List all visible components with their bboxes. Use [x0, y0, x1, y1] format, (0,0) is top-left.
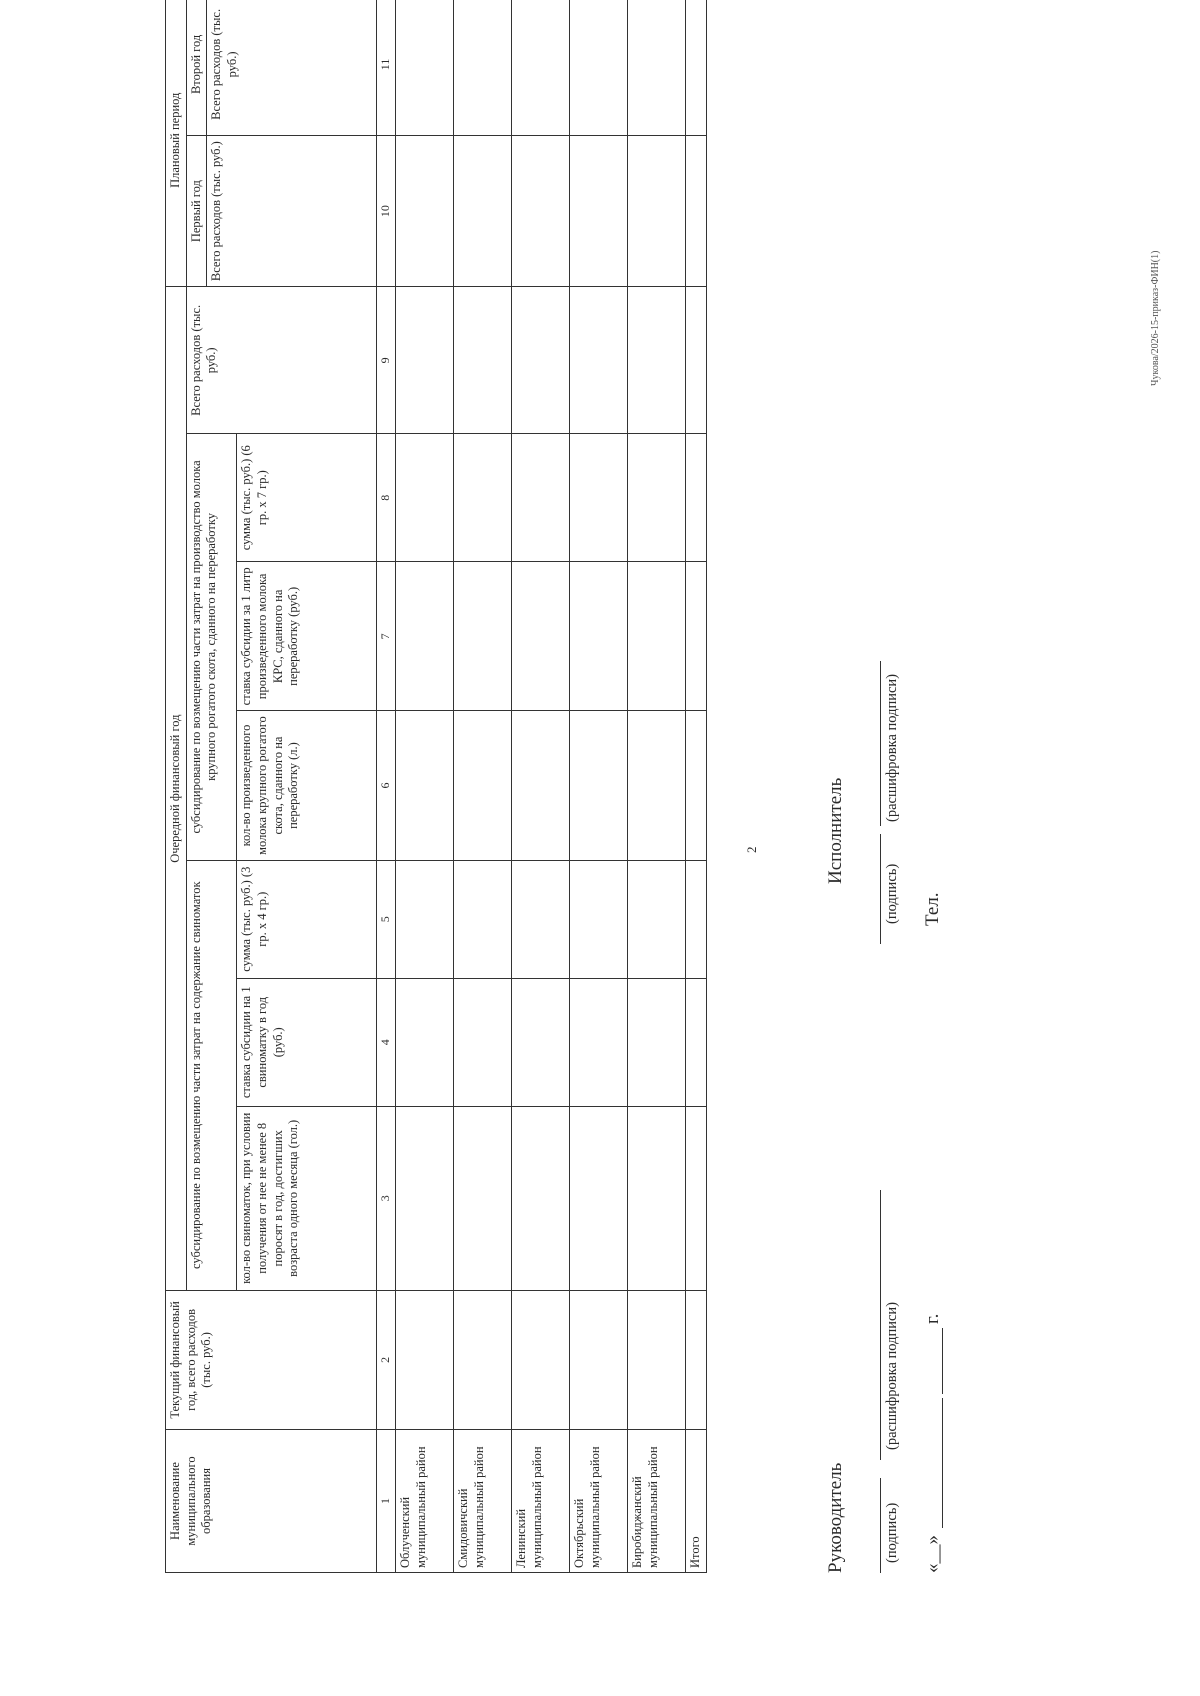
row-name: Итого	[686, 1430, 707, 1573]
executor-decoding-line	[880, 661, 881, 826]
table-row	[570, 0, 628, 1573]
header-planning-period: Плановый период	[166, 0, 187, 287]
header-next-year: Очередной финансовый год	[166, 287, 187, 1290]
header-col3: кол-во свиноматок, при условии получения от нее не менее 8 поросят в год, достигших возраста одного месяца (гол.)	[237, 1106, 377, 1290]
head-decoding-line	[880, 1190, 881, 1460]
row-name: Биробиджанский муниципальный район	[628, 1430, 686, 1573]
column-number: 3	[377, 1106, 396, 1290]
column-number: 7	[377, 562, 396, 711]
row-name: Облученский муниципальный район	[396, 1430, 454, 1573]
head-decoding-caption: (расшифровка подписи)	[884, 1301, 900, 1450]
date-open: «__»	[922, 1535, 943, 1573]
head-signature-line	[880, 1478, 881, 1573]
column-number: 10	[377, 135, 396, 287]
header-second-year: Второй год	[186, 0, 207, 135]
executor-decoding-caption: (расшифровка подписи)	[884, 673, 900, 822]
page-number: 2	[744, 846, 759, 853]
header-col6: кол-во произведенного молока крупного рогатого скота, сданного на переработку (л.)	[237, 711, 377, 860]
header-current-year: Текущий финансовый год, всего расходов (тыс. руб.)	[166, 1290, 377, 1429]
column-number: 6	[377, 711, 396, 860]
column-number: 9	[377, 287, 396, 434]
date-year-line	[942, 1328, 943, 1394]
table-row	[396, 0, 454, 1573]
table-row	[628, 0, 686, 1573]
header-col9: Всего расходов (тыс. руб.)	[186, 287, 377, 434]
header-municipality: Наименование муниципального образования	[166, 1430, 377, 1573]
column-number: 2	[377, 1290, 396, 1429]
header-col10: Всего расходов (тыс. руб.)	[207, 135, 377, 287]
header-pigs-subsidy: субсидирование по возмещению части затрат на содержание свиноматок	[186, 860, 237, 1290]
row-name: Смидовичский муниципальный район	[454, 1430, 512, 1573]
header-col8: сумма (тыс. руб.) (6 гр. х 7 гр.)	[237, 434, 377, 562]
column-number: 11	[377, 0, 396, 135]
phone-label: Тел.	[922, 892, 943, 926]
header-col11: Всего расходов (тыс. руб.)	[207, 0, 377, 135]
row-name: Ленинский муниципальный район	[512, 1430, 570, 1573]
column-number: 4	[377, 978, 396, 1106]
table-row	[512, 0, 570, 1573]
column-number: 5	[377, 860, 396, 978]
head-label: Руководитель	[825, 1462, 846, 1573]
table-row	[454, 0, 512, 1573]
header-col4: ставка субсидии на 1 свиноматку в год (руб.)	[237, 978, 377, 1106]
date-year-suffix: г.	[922, 1313, 943, 1324]
footer-stamp: Чукова/2026-15-приказ-ФИН(1)	[1150, 250, 1161, 386]
header-col7: ставка субсидии за 1 литр произведенного молока КРС, сданного на переработку (руб.)	[237, 562, 377, 711]
column-numbers-row	[377, 0, 396, 1573]
header-milk-subsidy: субсидирование по возмещению части затрат на производство молока крупного рогатого скота, сданного на переработку	[186, 434, 237, 860]
executor-label: Исполнитель	[825, 777, 846, 884]
executor-signature-line	[880, 834, 881, 944]
table-row-total	[686, 0, 707, 1573]
head-signature-caption: (подпись)	[884, 1502, 900, 1563]
column-number: 8	[377, 434, 396, 562]
subsidy-table	[165, 0, 707, 1573]
header-col5: сумма (тыс. руб.) (3 гр. х 4 гр.)	[237, 860, 377, 978]
date-month-line	[942, 1398, 943, 1528]
column-number: 1	[377, 1430, 396, 1573]
header-first-year: Первый год	[186, 135, 207, 287]
executor-signature-caption: (подпись)	[884, 863, 900, 924]
row-name: Октябрьский муниципальный район	[570, 1430, 628, 1573]
